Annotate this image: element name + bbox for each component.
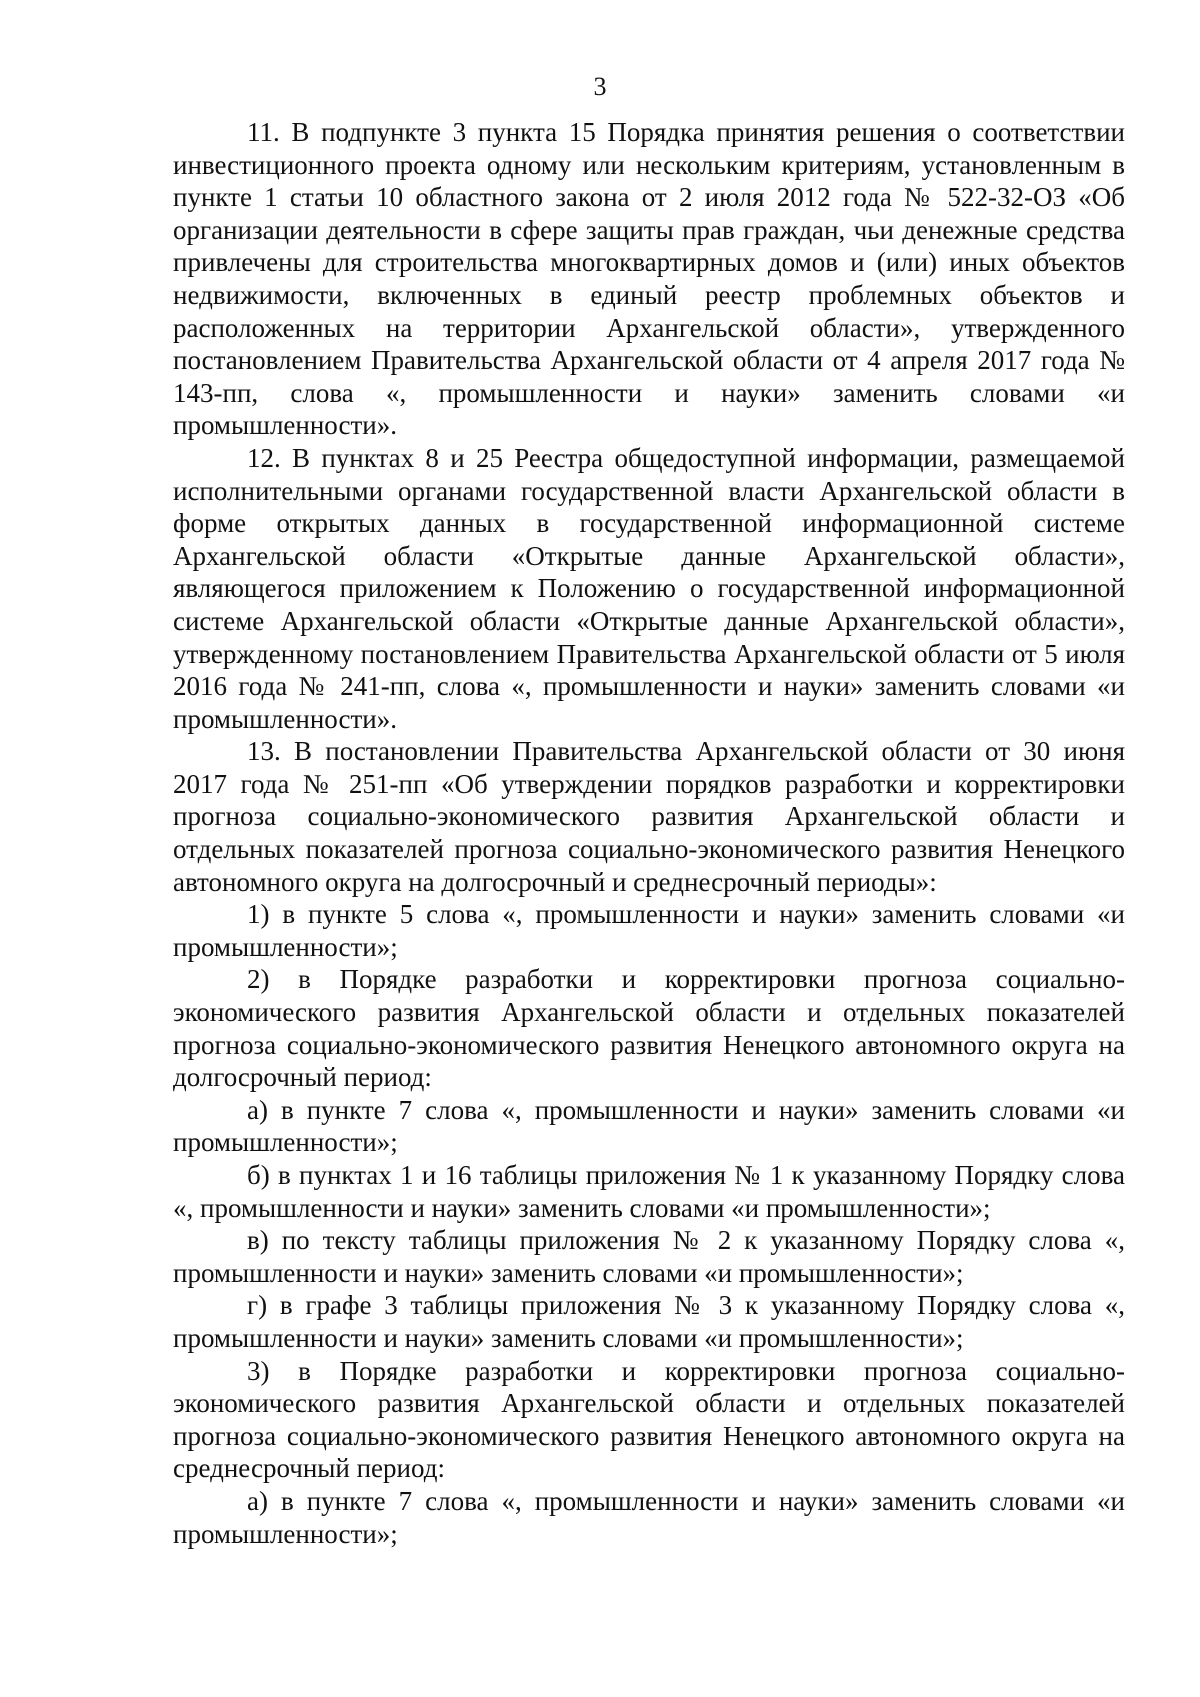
paragraph-13: 13. В постановлении Правительства Архангельской области от 30 июня 2017 года № 251-пп «Об утверждении порядков разработки и корректировки прогноза социально-экономического развития Архангельской области и отдельных показателей прогноза социально-экономического развития Ненецкого автономного округа на долгосрочный и среднесрочный периоды»:: [173, 736, 1125, 897]
paragraph-12: 12. В пунктах 8 и 25 Реестра общедоступной информации, размещаемой исполнительными органами государственной власти Архангельской области в форме открытых данных в государственной информационной системе Архангельской области «Открытые данные Архангельской области», являющегося приложением к Положению о государственной информационной системе Архангельской области «Открытые данные Архангельской области», утвержденному постановлением Правительства Архангельской области от 5 июля 2016 года № 241-пп, слова «, промышленности и науки» заменить словами «и промышленности».: [173, 442, 1125, 734]
page-number: 3: [593, 72, 607, 101]
subparagraph-13-3: 3) в Порядке разработки и корректировки прогноза социально-экономического развития Архангельской области и отдельных показателей прогноза социально-экономического развития Ненецкого автономного округа на среднесрочный период:: [173, 1355, 1125, 1484]
subparagraph-13-3-a: а) в пункте 7 слова «, промышленности и науки» заменить словами «и промышленности»;: [173, 1485, 1125, 1549]
subparagraph-13-2: 2) в Порядке разработки и корректировки прогноза социально-экономического развития Архангельской области и отдельных показателей прогноза социально-экономического развития Ненецкого автономного округа на долгосрочный период:: [173, 964, 1125, 1093]
subparagraph-13-2-b: б) в пунктах 1 и 16 таблицы приложения № 1 к указанному Порядку слова «, промышленности и науки» заменить словами «и промышленности»;: [173, 1160, 1125, 1223]
document-body: [173, 116, 1125, 1550]
subparagraph-13-1: 1) в пункте 5 слова «, промышленности и науки» заменить словами «и промышленности»;: [173, 899, 1125, 962]
subparagraph-13-2-a: а) в пункте 7 слова «, промышленности и науки» заменить словами «и промышленности»;: [173, 1094, 1125, 1158]
subparagraph-13-2-v: в) по тексту таблицы приложения № 2 к указанному Порядку слова «, промышленности и науки» заменить словами «и промышленности»;: [173, 1225, 1125, 1288]
paragraph-11: 11. В подпункте 3 пункта 15 Порядка принятия решения о соответствии инвестиционного проекта одному или нескольким критериям, установленным в пункте 1 статьи 10 областного закона от 2 июля 2012 года № 522-32-ОЗ «Об организации деятельности в сфере защиты прав граждан, чьи денежные средства привлечены для строительства многоквартирных домов и (или) иных объектов недвижимости, включенных в единый реестр проблемных объектов и расположенных на территории Архангельской области», утвержденного постановлением Правительства Архангельской области от 4 апреля 2017 года № 143-пп, слова «, промышленности и науки» заменить словами «и промышленности».: [173, 117, 1125, 441]
subparagraph-13-2-g: г) в графе 3 таблицы приложения № 3 к указанному Порядку слова «, промышленности и науки» заменить словами «и промышленности»;: [173, 1290, 1125, 1353]
